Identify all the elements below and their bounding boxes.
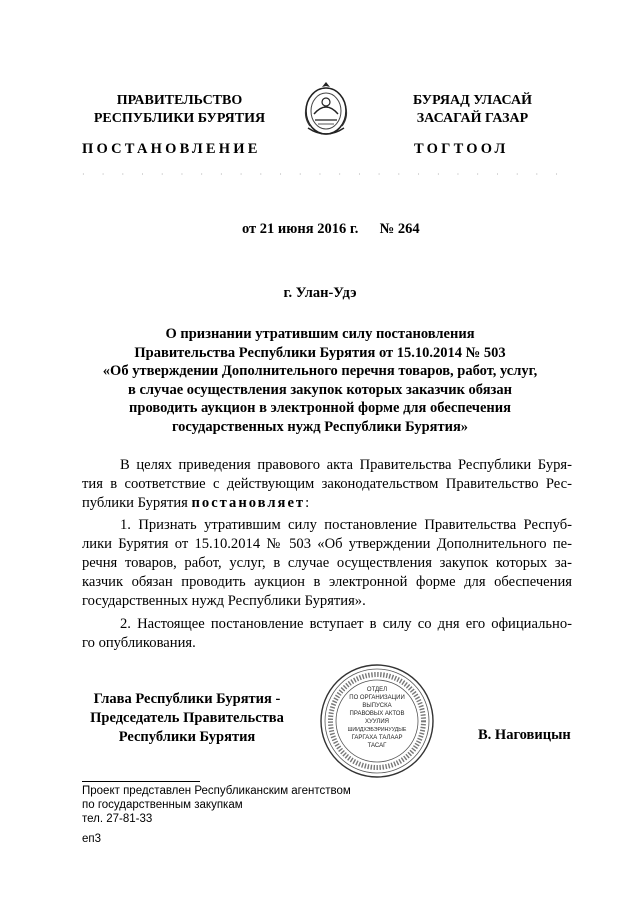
item-1-line: речня товаров, работ, услуг, в случае осуществления закупок которых за- <box>82 555 572 571</box>
item-1-line: лики Бурятия от 15.10.2014 № 503 «Об утверждении Дополнительного пе- <box>82 536 572 552</box>
stamp-line: ГАРГАХА ТАЛААР <box>351 735 403 741</box>
preamble-line: тия в соответствие с действующим законодательством Правительство Рес- <box>82 476 572 492</box>
header-divider: · · · · · · · · · · · · · · · · · · · · · · · · · <box>82 170 558 179</box>
footer-note <box>82 784 351 826</box>
preamble-line: В целях приведения правового акта Правительства Республики Буря- <box>120 457 572 473</box>
stamp-line: ШИИДХЭБЭРИНУУДЫЕ <box>347 727 407 733</box>
doc-type-right: ТОГТООЛ <box>414 141 509 157</box>
document-code: еп3 <box>82 833 102 845</box>
footer-divider <box>82 781 200 782</box>
header-left-line1: ПРАВИТЕЛЬСТВО <box>116 93 243 108</box>
official-stamp <box>318 662 436 780</box>
title-line: в случае осуществления закупок которых заказчик обязан <box>128 381 512 398</box>
position-line: Республики Бурятия <box>118 729 256 745</box>
stamp-line: ПРАВОВЫХ АКТОВ <box>349 711 405 717</box>
title-line: Правительства Республики Бурятия от 15.10.2014 № 503 <box>134 344 506 361</box>
city: г. Улан-Удэ <box>283 285 357 301</box>
header-right-line2: ЗАСАГАЙ ГАЗАР <box>416 111 529 126</box>
item-2-line: го опубликования. <box>82 635 196 651</box>
header-right-line1: БУРЯАД УЛАСАЙ <box>413 93 532 108</box>
document-title <box>0 325 640 436</box>
item-1-line: 1. Признать утратившим силу постановление Правительства Респуб- <box>120 517 572 533</box>
footer-line: по государственным закупкам <box>82 799 243 811</box>
stamp-line: ОТДЕЛ <box>366 687 388 693</box>
title-line: «Об утверждении Дополнительного перечня товаров, работ, услуг, <box>102 363 538 379</box>
doc-type-left: ПОСТАНОВЛЕНИЕ <box>82 141 261 157</box>
item-1-paragraph <box>82 516 572 611</box>
preamble-colon: : <box>305 495 310 511</box>
signatory-name: В. Наговицын <box>478 727 571 743</box>
stamp-line: ВЫПУСКА <box>362 703 392 709</box>
footer-line: тел. 27-81-33 <box>82 813 153 825</box>
title-line: государственных нужд Республики Бурятия» <box>171 418 469 435</box>
header-right <box>375 92 570 128</box>
item-1-line: государственных нужд Республики Бурятия». <box>82 593 366 609</box>
position-line: Председатель Правительства <box>90 710 284 726</box>
preamble-text: публики Бурятия <box>82 495 192 511</box>
decree-keyword: постановляет <box>191 495 306 511</box>
date-line <box>242 221 420 238</box>
document-number: № 264 <box>379 221 420 237</box>
item-2-line: 2. Настоящее постановление вступает в силу со дня его официально- <box>120 616 572 632</box>
document-date: от 21 июня 2016 г. <box>242 221 359 237</box>
item-1-line: казчик обязан проводить аукцион в электронной форме для обеспечения <box>82 574 572 590</box>
header-left <box>82 92 277 128</box>
position-line: Глава Республики Бурятия - <box>93 691 281 707</box>
stamp-line: ХУУЛИЯ <box>364 719 390 725</box>
preamble-line <box>82 494 572 513</box>
signatory-position <box>82 690 292 747</box>
header-left-line2: РЕСПУБЛИКИ БУРЯТИЯ <box>93 111 266 126</box>
coat-of-arms-icon <box>300 78 352 140</box>
title-line: О признании утратившим силу постановления <box>165 326 475 342</box>
preamble-paragraph <box>82 456 572 513</box>
title-line: проводить аукцион в электронной форме для обеспечения <box>129 400 511 416</box>
stamp-line: ТАСАГ <box>367 743 387 749</box>
item-2-paragraph <box>82 615 572 653</box>
footer-line: Проект представлен Республиканским агентством <box>82 785 351 797</box>
stamp-line: ПО ОРГАНИЗАЦИИ <box>349 695 405 701</box>
